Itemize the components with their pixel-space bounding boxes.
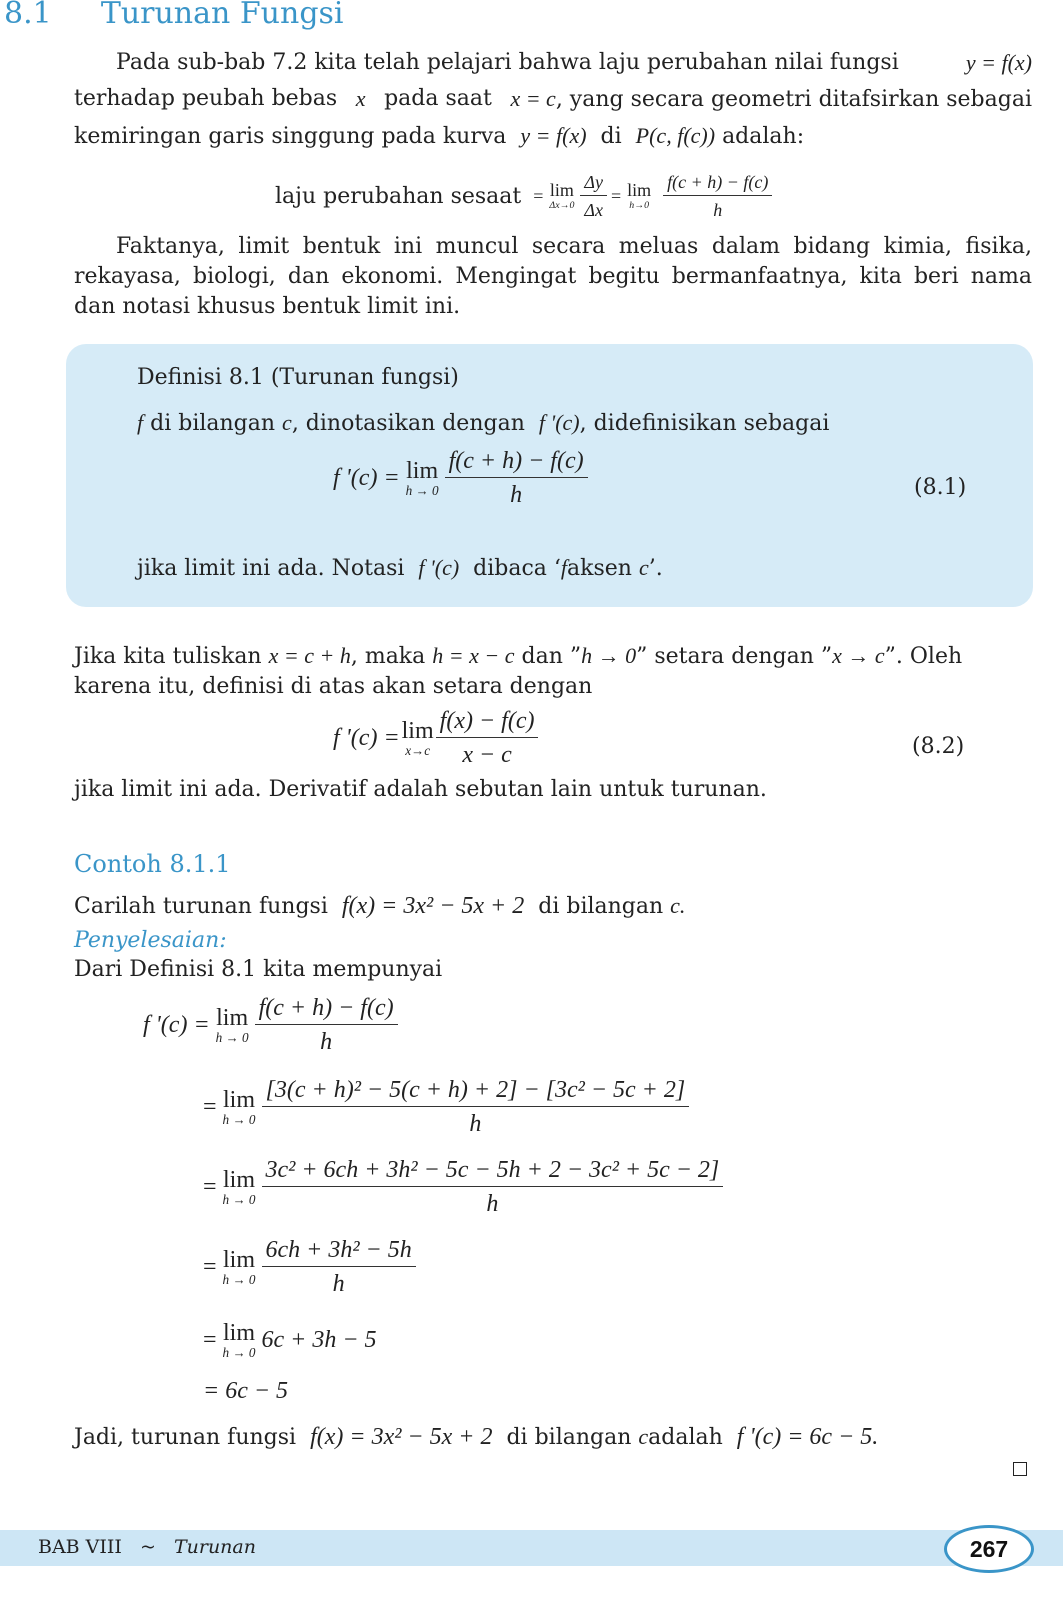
step-2: = lim h → 0 $\frac{\text{[3(c + h)² − 5(c + h) + 2] − [3c² − 5c + 2]}}{h}$ xyxy=(203,1077,689,1138)
def-frac: $\frac{f(c + h) - f(c)}{h}$ xyxy=(445,448,588,509)
step-4: = lim h → 0 $\frac{\text{6ch + 3h² − 5h}}{h}$ xyxy=(203,1237,416,1298)
rate-lim-1: lim Δx→0 xyxy=(549,180,575,211)
rate-frac-1: $\frac{\Delta y}{\Delta x}$ xyxy=(580,172,607,221)
intro-text: terhadap peubah bebas xyxy=(74,86,338,111)
alt-line2: karena itu, definisi di atas akan setara dengan xyxy=(74,674,593,699)
alt-frac: $\frac{f(x) - f(c)}{x - c}$ xyxy=(436,708,539,769)
alt-lhs: f '(c) = xyxy=(333,725,400,751)
footer-chapter-label: BAB VIII xyxy=(38,1536,122,1558)
def-lim: lim h → 0 xyxy=(405,458,439,499)
section-heading xyxy=(4,0,344,31)
definition-line3: jika limit ini ada. Notasi f '(c) dibaca ‘faksen c’. xyxy=(137,555,663,581)
definition-title: Definisi 8.1 (Turunan fungsi) xyxy=(137,365,459,390)
solution-intro: Dari Definisi 8.1 kita mempunyai xyxy=(74,957,443,982)
end-of-example-square-icon xyxy=(1013,1462,1027,1476)
intro-math-x: x xyxy=(355,86,366,111)
fact-paragraph: Faktanya, limit bentuk ini muncul secara meluas dalam bidang kimia, fisika, rekayasa, biologi, dan ekonomi. Mengingat begitu bermanfaatnya, kita beri nama dan notasi khusus bentuk limit ini. xyxy=(74,234,1032,319)
solution-label: Penyelesaian: xyxy=(74,928,227,953)
step-1: f '(c) = lim h → 0 $\frac{f(c + h) - f(c)}{h}$ xyxy=(143,995,398,1056)
intro-text: adalah: xyxy=(722,124,805,149)
rate-formula xyxy=(275,172,772,221)
example-question: Carilah turunan fungsi f(x) = 3x² − 5x + 2 di bilangan c. xyxy=(74,893,686,919)
intro-math-yfx: y = f(x) xyxy=(965,50,1032,75)
alt-lim: lim x→c xyxy=(401,718,434,759)
alt-formula xyxy=(333,708,538,769)
step-6: = 6c − 5 xyxy=(203,1378,289,1404)
alt-paragraph: Jika kita tuliskan x = c + h, maka h = x − c dan ”h → 0” setara dengan ”x → c”. Oleh karena itu, definisi di atas akan setara dengan xyxy=(74,641,1034,702)
page-number: 267 xyxy=(944,1525,1034,1573)
footer-separator: ~ xyxy=(139,1536,156,1558)
step-3: = lim h → 0 $\frac{\text{3c² + 6ch + 3h² − 5c − 5h + 2 − 3c² + 5c − 2]}}{h}$ xyxy=(203,1157,723,1218)
rate-label: laju perubahan sesaat xyxy=(275,184,522,209)
definition-formula xyxy=(333,448,588,509)
intro-math-xc: x = c xyxy=(510,86,556,111)
intro-math-point: P(c, f(c)) xyxy=(635,123,716,148)
equation-number-8-2: (8.2) xyxy=(912,734,965,759)
rate-eq: = xyxy=(610,186,622,206)
rate-eq: = xyxy=(533,186,544,206)
definition-line1: f di bilangan c, dinotasikan dengan f '(c), didefinisikan sebagai xyxy=(137,410,830,436)
intro-text: kemiringan garis singgung pada kurva xyxy=(74,124,507,149)
intro-text: , yang secara geometri ditafsirkan sebagai xyxy=(555,87,1032,112)
example-title: Contoh 8.1.1 xyxy=(74,850,231,878)
footer-chapter xyxy=(38,1536,256,1558)
section-title: Turunan Fungsi xyxy=(100,0,344,31)
intro-math-curve: y = f(x) xyxy=(520,123,587,148)
conclusion: Jadi, turunan fungsi f(x) = 3x² − 5x + 2 di bilangan cadalah f '(c) = 6c − 5. xyxy=(74,1424,879,1450)
footer-topic: Turunan xyxy=(173,1536,256,1558)
intro-line1: Pada sub-bab 7.2 kita telah pelajari bahwa laju perubahan nilai fungsi xyxy=(116,50,899,75)
intro-text: pada saat xyxy=(384,86,492,111)
rate-lim-2: lim h→0 xyxy=(627,180,652,211)
intro-text: di xyxy=(600,124,622,149)
step-5: = lim h → 0 6c + 3h − 5 xyxy=(203,1320,377,1361)
rate-frac-2: $\frac{f(c + h) - f(c)}{h}$ xyxy=(663,172,772,221)
equation-number-8-1: (8.1) xyxy=(914,475,967,500)
def-lhs: f '(c) = xyxy=(333,465,400,491)
section-number: 8.1 xyxy=(4,0,52,31)
intro-paragraph xyxy=(74,48,1032,152)
alt-line3: jika limit ini ada. Derivatif adalah sebutan lain untuk turunan. xyxy=(74,777,767,802)
